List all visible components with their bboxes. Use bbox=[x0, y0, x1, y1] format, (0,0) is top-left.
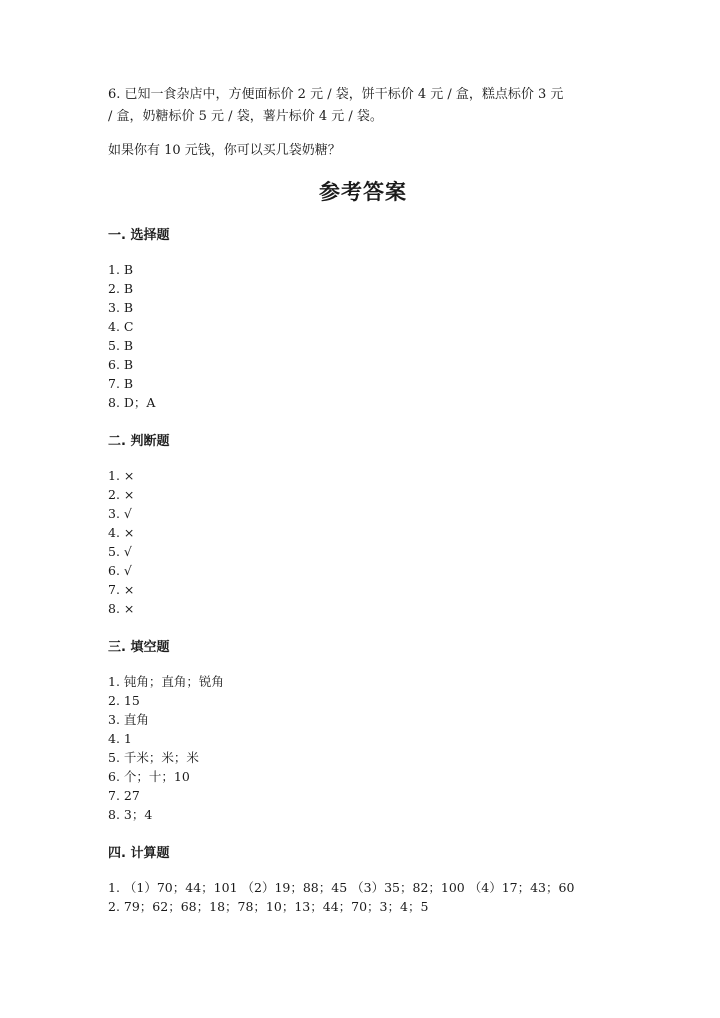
answer-item: 3. √ bbox=[108, 506, 132, 521]
section-choice bbox=[108, 226, 618, 412]
answer-item: 5. √ bbox=[108, 544, 132, 559]
answer-item: 1. B bbox=[108, 262, 134, 277]
answer-item: 3. 直角 bbox=[108, 712, 149, 727]
answer-item: 4. × bbox=[108, 525, 135, 540]
answer-item: 4. C bbox=[108, 319, 134, 334]
answer-item: 2. B bbox=[108, 281, 134, 296]
section-fill-blank bbox=[108, 638, 618, 824]
answer-item: 8. × bbox=[108, 601, 135, 616]
answer-item: 2. 15 bbox=[108, 693, 140, 708]
answer-item: 6. 个；十；10 bbox=[108, 769, 190, 784]
section-heading-choice: 一. 选择题 bbox=[108, 228, 170, 243]
document-page bbox=[108, 84, 618, 916]
answer-item: 7. B bbox=[108, 376, 134, 391]
answer-item: 1. 钝角；直角；锐角 bbox=[108, 674, 224, 689]
answer-item: 7. × bbox=[108, 582, 135, 597]
answer-item: 1. （1）70；44；101 （2）19；88；45 （3）35；82；100 （4）17；43；60 bbox=[108, 880, 575, 895]
answer-item: 7. 27 bbox=[108, 788, 140, 803]
section-heading-true-false: 二. 判断题 bbox=[108, 434, 170, 449]
question-prompt: 如果你有 10 元钱，你可以买几袋奶糖？ bbox=[108, 143, 341, 158]
question-text-line-1: 6. 已知一食杂店中，方便面标价 2 元 / 袋，饼干标价 4 元 / 盒，糕点标价 3 元 bbox=[108, 87, 564, 102]
section-heading-fill-blank: 三. 填空题 bbox=[108, 640, 170, 655]
answer-item: 2. × bbox=[108, 487, 135, 502]
section-calculation bbox=[108, 844, 618, 916]
answer-item: 4. 1 bbox=[108, 731, 132, 746]
answer-key-title: 参考答案 bbox=[319, 180, 407, 204]
question-text-line-2: / 盒，奶糖标价 5 元 / 袋，薯片标价 4 元 / 袋。 bbox=[108, 109, 383, 124]
section-heading-calculation: 四. 计算题 bbox=[108, 846, 170, 861]
answer-item: 3. B bbox=[108, 300, 134, 315]
answer-item: 6. B bbox=[108, 357, 134, 372]
answer-item: 5. B bbox=[108, 338, 134, 353]
answer-item: 8. D；A bbox=[108, 395, 156, 410]
answer-item: 1. × bbox=[108, 468, 135, 483]
answer-item: 8. 3；4 bbox=[108, 807, 153, 822]
answer-item: 2. 79；62；68；18；78；10；13；44；70；3；4；5 bbox=[108, 899, 429, 914]
answer-item: 6. √ bbox=[108, 563, 132, 578]
answer-item: 5. 千米；米；米 bbox=[108, 750, 199, 765]
section-true-false bbox=[108, 432, 618, 618]
